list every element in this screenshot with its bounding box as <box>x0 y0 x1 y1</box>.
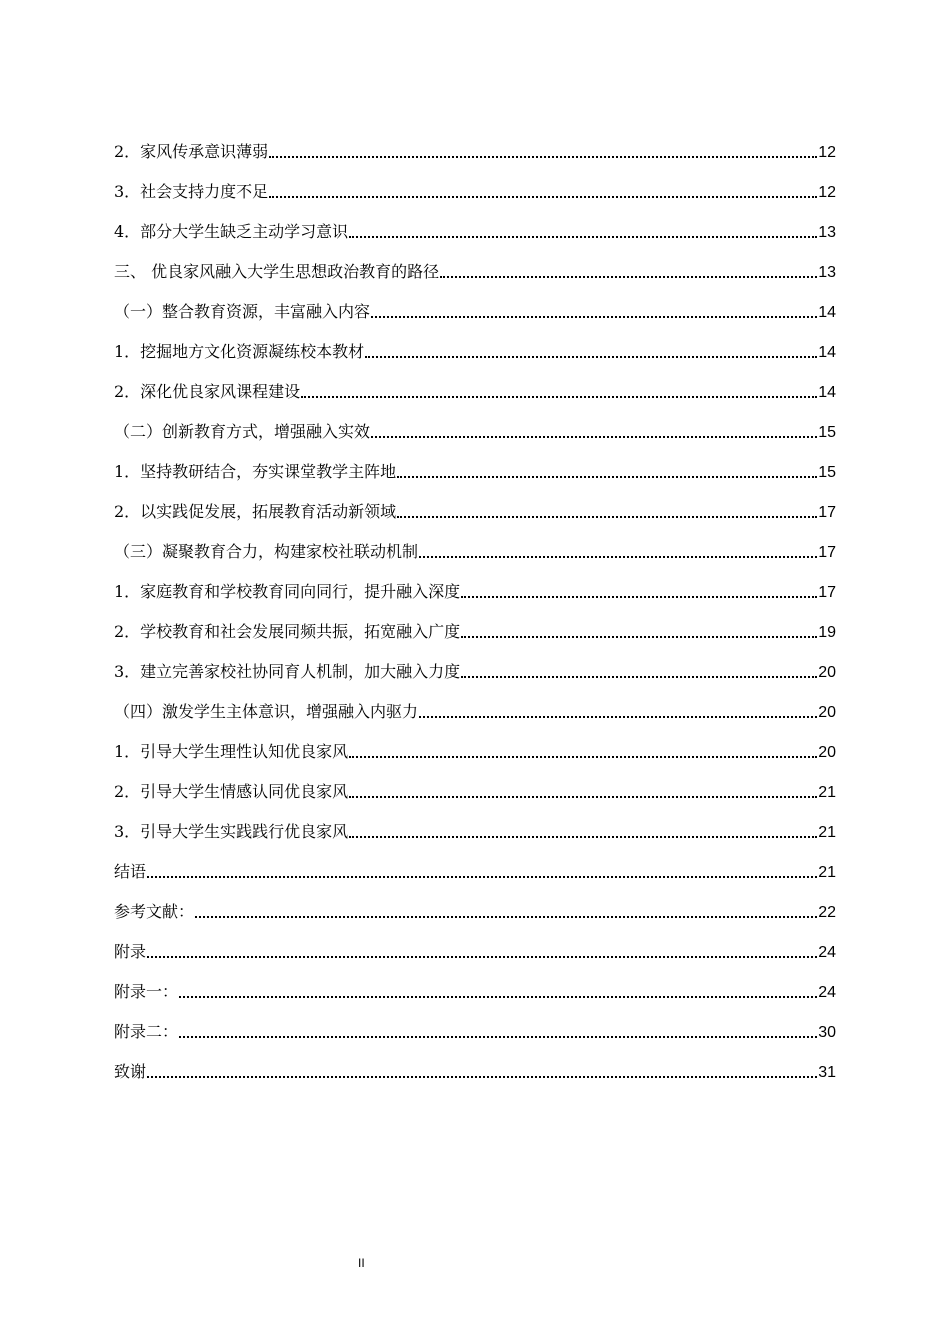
page-footer-number: II <box>358 1256 365 1270</box>
toc-entry-label: 2．以实践促发展，拓展教育活动新领域 <box>114 502 397 521</box>
toc-entry-page-number: 19 <box>818 624 836 641</box>
toc-entry-label: 4．部分大学生缺乏主动学习意识 <box>114 222 349 241</box>
toc-dot-leader <box>147 1076 817 1078</box>
toc-entry-label: 1．挖掘地方文化资源凝练校本教材 <box>114 342 365 361</box>
toc-dot-leader <box>147 956 817 958</box>
toc-entry-label: 附录一： <box>114 982 179 1001</box>
toc-entry-label: （一）整合教育资源，丰富融入内容 <box>114 302 371 321</box>
toc-dot-leader <box>195 916 817 918</box>
toc-entry-page-number: 15 <box>818 424 836 441</box>
toc-entry[interactable] <box>114 1002 836 1042</box>
toc-dot-leader <box>461 636 817 638</box>
toc-entry[interactable] <box>114 802 836 842</box>
toc-dot-leader <box>301 396 817 398</box>
toc-entry-page-number: 17 <box>818 504 836 521</box>
toc-entry-page-number: 12 <box>818 184 836 201</box>
toc-entry-page-number: 24 <box>818 984 836 1001</box>
toc-entry[interactable] <box>114 602 836 642</box>
toc-entry[interactable] <box>114 1042 836 1082</box>
toc-dot-leader <box>179 1036 817 1038</box>
toc-entry[interactable] <box>114 762 836 802</box>
toc-entry-label: 2．深化优良家风课程建设 <box>114 382 301 401</box>
toc-entry-page-number: 14 <box>818 384 836 401</box>
table-of-contents <box>114 122 836 1082</box>
toc-entry[interactable] <box>114 682 836 722</box>
toc-entry-page-number: 13 <box>818 264 836 281</box>
toc-entry-page-number: 14 <box>818 304 836 321</box>
toc-entry-page-number: 30 <box>818 1024 836 1041</box>
toc-entry[interactable] <box>114 842 836 882</box>
toc-entry-page-number: 13 <box>818 224 836 241</box>
toc-entry[interactable] <box>114 122 836 162</box>
toc-dot-leader <box>349 836 817 838</box>
toc-dot-leader <box>349 236 817 238</box>
toc-entry[interactable] <box>114 362 836 402</box>
toc-entry-label: 结语 <box>114 862 147 881</box>
toc-entry-label: 附录二： <box>114 1022 179 1041</box>
toc-entry-page-number: 12 <box>818 144 836 161</box>
toc-dot-leader <box>461 676 817 678</box>
toc-entry-label: 3．社会支持力度不足 <box>114 182 269 201</box>
toc-entry-label: 2．引导大学生情感认同优良家风 <box>114 782 349 801</box>
toc-dot-leader <box>147 876 817 878</box>
toc-entry-page-number: 22 <box>818 904 836 921</box>
toc-entry[interactable] <box>114 922 836 962</box>
toc-entry[interactable] <box>114 202 836 242</box>
toc-dot-leader <box>179 996 817 998</box>
toc-entry-label: 3．引导大学生实践践行优良家风 <box>114 822 349 841</box>
toc-dot-leader <box>349 756 817 758</box>
toc-entry-label: （二）创新教育方式，增强融入实效 <box>114 422 371 441</box>
toc-entry[interactable] <box>114 442 836 482</box>
toc-entry[interactable] <box>114 242 836 282</box>
toc-dot-leader <box>269 156 817 158</box>
toc-entry-page-number: 21 <box>818 824 836 841</box>
toc-entry-label: （四）激发学生主体意识，增强融入内驱力 <box>114 702 419 721</box>
toc-dot-leader <box>371 316 817 318</box>
toc-entry-page-number: 21 <box>818 864 836 881</box>
toc-entry-label: 参考文献： <box>114 902 195 921</box>
toc-entry[interactable] <box>114 162 836 202</box>
toc-entry[interactable] <box>114 642 836 682</box>
toc-entry[interactable] <box>114 882 836 922</box>
toc-entry[interactable] <box>114 482 836 522</box>
toc-entry[interactable] <box>114 322 836 362</box>
toc-entry[interactable] <box>114 962 836 1002</box>
toc-entry-page-number: 17 <box>818 544 836 561</box>
toc-dot-leader <box>440 276 817 278</box>
toc-entry[interactable] <box>114 402 836 442</box>
toc-entry-label: 1．引导大学生理性认知优良家风 <box>114 742 349 761</box>
toc-entry-page-number: 20 <box>818 664 836 681</box>
toc-entry-label: 三、 优良家风融入大学生思想政治教育的路径 <box>114 262 440 281</box>
toc-dot-leader <box>419 716 817 718</box>
toc-entry[interactable] <box>114 722 836 762</box>
toc-dot-leader <box>269 196 817 198</box>
toc-dot-leader <box>419 556 817 558</box>
toc-entry-label: 2．家风传承意识薄弱 <box>114 142 269 161</box>
toc-entry-label: 1．家庭教育和学校教育同向同行，提升融入深度 <box>114 582 461 601</box>
toc-entry-page-number: 14 <box>818 344 836 361</box>
toc-entry-page-number: 21 <box>818 784 836 801</box>
toc-entry[interactable] <box>114 282 836 322</box>
toc-dot-leader <box>371 436 817 438</box>
toc-entry[interactable] <box>114 522 836 562</box>
toc-entry-label: （三）凝聚教育合力，构建家校社联动机制 <box>114 542 419 561</box>
toc-dot-leader <box>349 796 817 798</box>
toc-entry-label: 致谢 <box>114 1062 147 1081</box>
toc-entry-page-number: 17 <box>818 584 836 601</box>
toc-entry-page-number: 20 <box>818 704 836 721</box>
toc-entry-label: 2．学校教育和社会发展同频共振，拓宽融入广度 <box>114 622 461 641</box>
toc-entry-page-number: 20 <box>818 744 836 761</box>
toc-entry-label: 1．坚持教研结合，夯实课堂教学主阵地 <box>114 462 397 481</box>
toc-entry-label: 附录 <box>114 942 147 961</box>
toc-dot-leader <box>365 356 817 358</box>
toc-entry-page-number: 31 <box>818 1064 836 1081</box>
toc-dot-leader <box>461 596 817 598</box>
toc-entry-label: 3．建立完善家校社协同育人机制，加大融入力度 <box>114 662 461 681</box>
toc-entry-page-number: 15 <box>818 464 836 481</box>
toc-dot-leader <box>397 476 817 478</box>
toc-entry[interactable] <box>114 562 836 602</box>
toc-entry-page-number: 24 <box>818 944 836 961</box>
toc-dot-leader <box>397 516 817 518</box>
